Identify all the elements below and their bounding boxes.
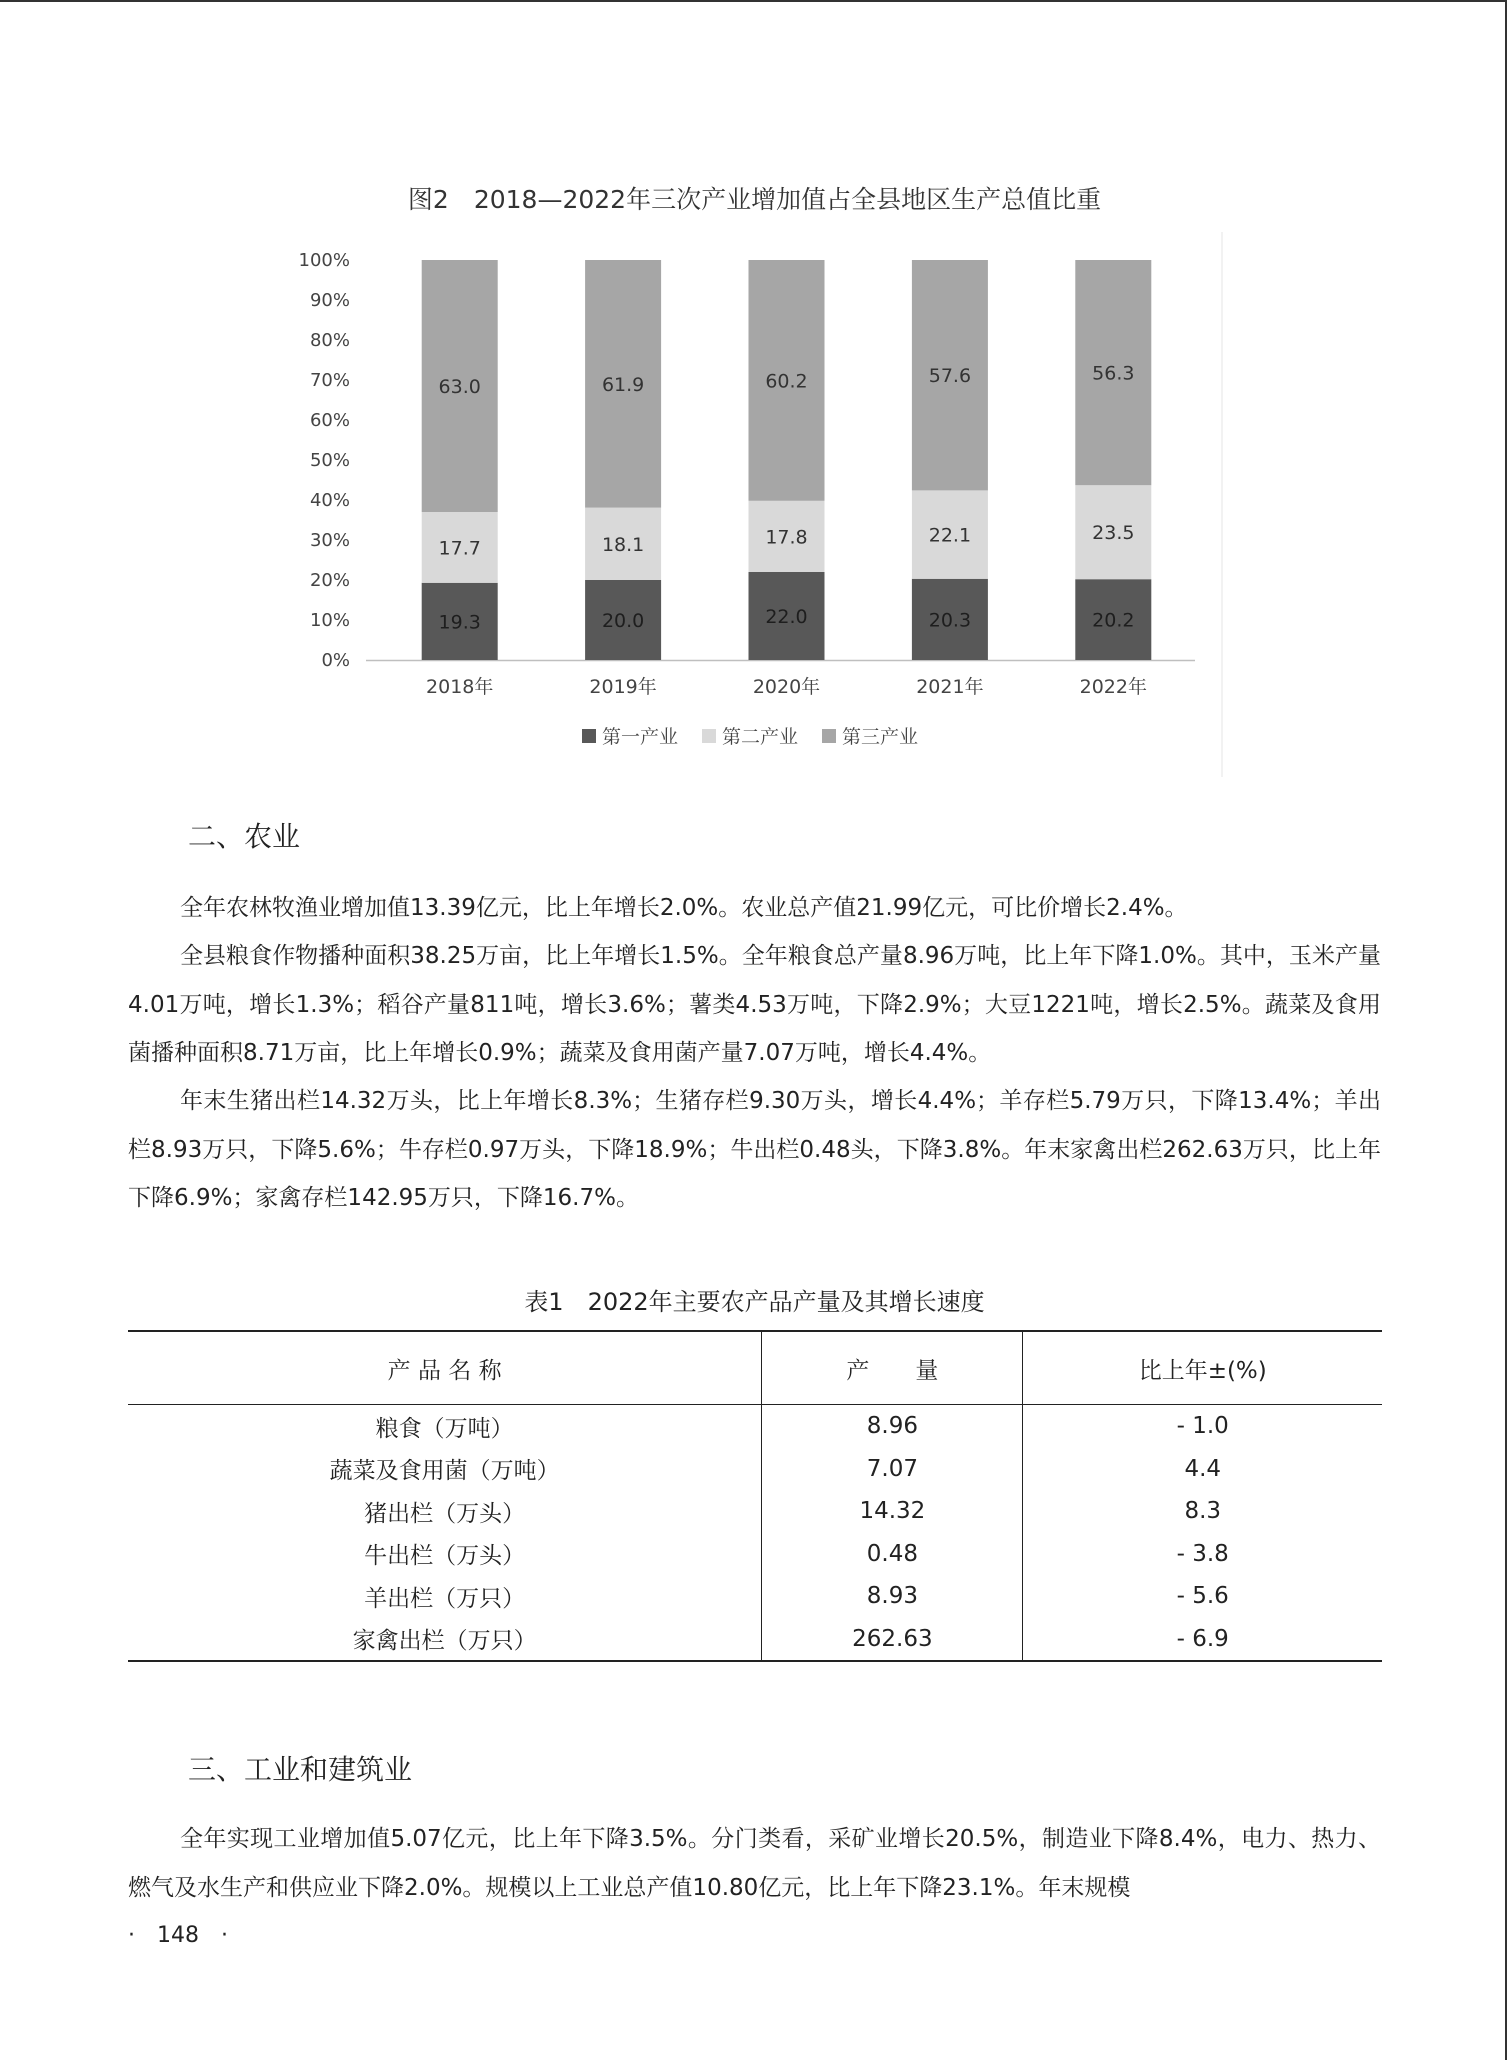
data-label: 20.0 bbox=[601, 610, 645, 632]
legend-label: 第三产业 bbox=[842, 726, 919, 748]
data-label: 22.1 bbox=[928, 524, 972, 547]
x-tick-label: 2018年 bbox=[426, 676, 494, 698]
cell-output: 0.48 bbox=[762, 1533, 1023, 1576]
data-label: 20.2 bbox=[1092, 609, 1135, 632]
section-heading-industry: 三、工业和建筑业 bbox=[188, 1753, 413, 1786]
y-tick-label: 90% bbox=[309, 290, 350, 311]
table-title: 表1 2022年主要农产品产量及其增长速度 bbox=[524, 1288, 985, 1316]
cell-output: 262.63 bbox=[762, 1618, 1023, 1662]
table-header-row bbox=[128, 1331, 1382, 1405]
cell-change: 8.3 bbox=[1023, 1490, 1382, 1533]
y-tick-label: 80% bbox=[309, 330, 350, 351]
header-product-name: 产 品 名 称 bbox=[128, 1331, 762, 1405]
cell-product: 粮食（万吨） bbox=[375, 1415, 514, 1442]
legend-label: 第二产业 bbox=[722, 726, 799, 748]
x-tick-label: 2022年 bbox=[1079, 676, 1147, 698]
data-label: 56.3 bbox=[1092, 362, 1135, 385]
y-tick-label: 10% bbox=[309, 610, 350, 631]
legend-label: 第一产业 bbox=[602, 726, 679, 748]
data-label: 20.3 bbox=[928, 609, 972, 632]
cell-output: 7.07 bbox=[762, 1448, 1023, 1491]
data-label: 57.6 bbox=[928, 365, 972, 388]
table-row bbox=[128, 1575, 1382, 1618]
table-row bbox=[128, 1533, 1382, 1576]
cell-change: - 5.6 bbox=[1023, 1575, 1382, 1618]
table-row bbox=[128, 1618, 1382, 1662]
table-row bbox=[128, 1448, 1382, 1491]
cell-product: 家禽出栏（万只） bbox=[128, 1618, 762, 1662]
y-tick-label: 100% bbox=[298, 250, 350, 271]
data-label: 18.1 bbox=[601, 533, 645, 556]
y-tick-label: 0% bbox=[321, 650, 350, 671]
cell-output: 8.93 bbox=[762, 1575, 1023, 1618]
y-tick-label: 70% bbox=[309, 370, 350, 391]
figure-title: 图2 2018—2022年三次产业增加值占全县地区生产总值比重 bbox=[407, 185, 1102, 214]
paragraph-agriculture-value: 全年农林牧渔业增加值13.39亿元，比上年增长2.0%。农业总产值21.99亿元，可比价增长2.4%。 bbox=[180, 895, 1188, 921]
header-change: 比上年±(%) bbox=[1023, 1331, 1382, 1405]
data-label: 19.3 bbox=[438, 611, 481, 634]
x-tick-label: 2020年 bbox=[752, 676, 821, 698]
table-row bbox=[128, 1490, 1382, 1533]
legend-swatch bbox=[702, 729, 716, 743]
cell-change: - 3.8 bbox=[1023, 1533, 1382, 1576]
y-tick-label: 60% bbox=[309, 410, 350, 431]
cell-product: 猪出栏（万头） bbox=[364, 1500, 526, 1527]
y-tick-label: 40% bbox=[309, 490, 350, 511]
y-tick-label: 50% bbox=[309, 450, 350, 471]
x-tick-label: 2021年 bbox=[916, 676, 984, 698]
data-label: 17.8 bbox=[765, 526, 808, 549]
y-tick-label: 30% bbox=[309, 530, 350, 551]
header-output: 产 量 bbox=[762, 1331, 1023, 1405]
cell-change: 4.4 bbox=[1023, 1448, 1382, 1491]
product-table bbox=[128, 1330, 1382, 1662]
section-heading-agriculture: 二、农业 bbox=[188, 820, 301, 853]
cell-product: 羊出栏（万只） bbox=[364, 1585, 526, 1612]
paragraph-industry: 全年实现工业增加值5.07亿元，比上年下降3.5%。分门类看，采矿业增长20.5%，制造业下降8.4%，电力、热力、燃气及水生产和供应业下降2.0%。规模以上工业总产值10.80亿元，比上年下降23.1%。年末规模 bbox=[128, 1826, 1381, 1901]
data-label: 63.0 bbox=[438, 376, 481, 398]
data-label: 23.5 bbox=[1092, 522, 1135, 545]
cell-product: 牛出栏（万头） bbox=[364, 1543, 526, 1570]
cell-product: 蔬菜及食用菌（万吨） bbox=[329, 1458, 560, 1485]
data-label: 61.9 bbox=[601, 373, 645, 396]
paragraph-grain-crops: 全县粮食作物播种面积38.25万亩，比上年增长1.5%。全年粮食总产量8.96万吨，比上年下降1.0%。其中，玉米产量4.01万吨，增长1.3%；稻谷产量811吨，增长3.6%；薯类4.53万吨，下降2.9%；大豆1221吨，增长2.5%。蔬菜及食用菌播种面积8.71万亩，比上年增长0.9%；蔬菜及食用菌产量7.07万吨，增长4.4%。 bbox=[128, 943, 1381, 1066]
stacked-bar-chart bbox=[290, 232, 1230, 777]
y-tick-label: 20% bbox=[309, 570, 350, 591]
legend-swatch bbox=[822, 729, 836, 743]
x-tick-label: 2019年 bbox=[589, 676, 657, 698]
page-number: · 148 · bbox=[128, 1923, 228, 1948]
cell-output: 14.32 bbox=[762, 1490, 1023, 1533]
legend-swatch bbox=[582, 729, 596, 743]
data-label: 17.7 bbox=[438, 537, 481, 560]
paragraph-livestock: 年末生猪出栏14.32万头，比上年增长8.3%；生猪存栏9.30万头，增长4.4%；羊存栏5.79万只，下降13.4%；羊出栏8.93万只，下降5.6%；牛存栏0.97万头，下降18.9%；牛出栏0.48头，下降3.8%。年末家禽出栏262.63万只，比上年下降6.9%；家禽存栏142.95万只，下降16.7%。 bbox=[128, 1088, 1381, 1211]
cell-change: - 1.0 bbox=[1023, 1405, 1382, 1448]
cell-change: - 6.9 bbox=[1023, 1618, 1382, 1662]
data-label: 60.2 bbox=[765, 370, 808, 393]
table-row bbox=[128, 1405, 1382, 1448]
cell-output: 8.96 bbox=[762, 1405, 1023, 1448]
data-label: 22.0 bbox=[765, 606, 808, 628]
